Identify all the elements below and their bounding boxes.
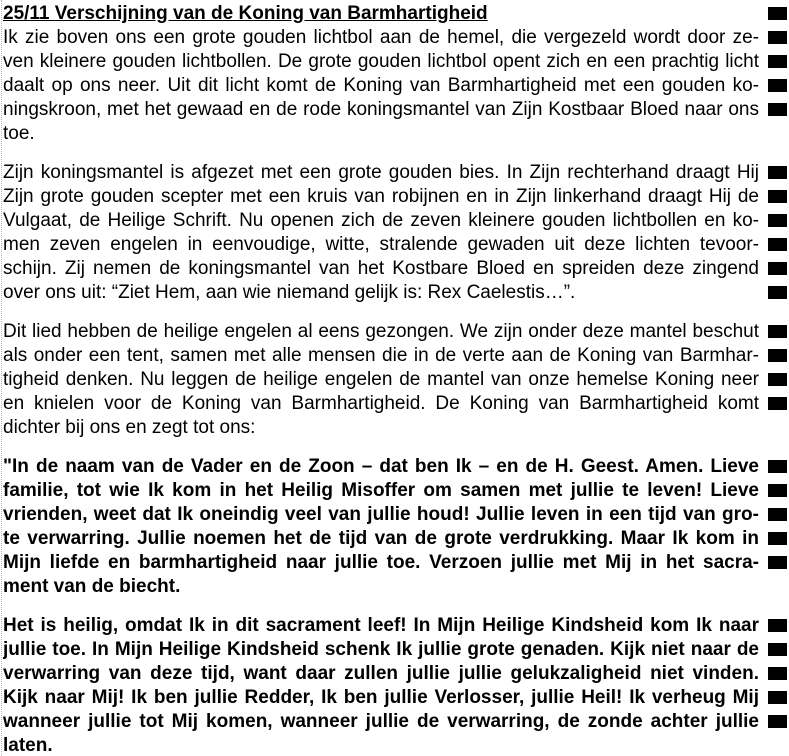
text-line-content: ningskroon, met het gewaad en de rode koningsmantel van Zijn Kostbaar Bloed naar ons	[3, 99, 759, 120]
text-line	[3, 26, 789, 50]
document-title-text: 25/11 Verschijning van de Koning van Barmhartigheid	[3, 3, 488, 24]
text-line	[3, 575, 789, 599]
text-line-content: ven kleinere gouden lichtbollen. De grote gouden lichtbol opent zich en een prachtig licht	[3, 51, 759, 72]
paragraph	[3, 26, 789, 146]
line-end-marker	[768, 166, 787, 179]
text-line	[3, 185, 789, 209]
text-line	[3, 416, 789, 440]
line-end-marker	[768, 349, 787, 362]
paragraph	[3, 455, 789, 599]
line-end-marker	[768, 55, 787, 68]
line-end-marker	[768, 691, 787, 704]
text-line	[3, 686, 789, 710]
document-title	[3, 2, 789, 26]
line-end-marker	[768, 667, 787, 680]
text-line	[3, 734, 789, 756]
text-line	[3, 662, 789, 686]
line-end-marker	[768, 7, 787, 20]
line-end-marker	[768, 262, 787, 275]
text-line-content: dichter bij ons en zegt tot ons:	[3, 417, 256, 438]
line-end-marker	[768, 397, 787, 410]
text-line-content: Vulgaat, de Heilige Schrift. Nu openen zich de zeven kleinere gouden lichtbollen en ko-	[3, 210, 759, 231]
text-line	[3, 503, 789, 527]
text-line	[3, 233, 789, 257]
text-line-content: toe.	[3, 123, 35, 144]
text-line	[3, 479, 789, 503]
line-end-marker	[768, 238, 787, 251]
text-line-content: ment van de biecht.	[3, 576, 181, 597]
text-line	[3, 122, 789, 146]
line-end-marker	[768, 373, 787, 386]
text-line	[3, 257, 789, 281]
line-end-marker	[768, 556, 787, 569]
text-line-content: familie, tot wie Ik kom in het Heilig Misoffer om samen met jullie te leven! Lieve	[3, 480, 759, 501]
text-line-content: tigheid denken. Nu leggen de heilige engelen de mantel van onze hemelse Koning neer	[3, 369, 759, 390]
text-line	[3, 320, 789, 344]
text-line-content: wanneer jullie tot Mij komen, wanneer jullie de verwarring, de zonde achter jullie	[3, 711, 759, 732]
text-line	[3, 98, 789, 122]
line-end-marker	[768, 31, 787, 44]
line-end-marker	[768, 619, 787, 632]
text-line-content: jullie toe. In Mijn Heilige Kindsheid schenk Ik jullie grote genaden. Kijk niet naar de	[3, 639, 759, 660]
text-line-content: daalt op ons neer. Uit dit licht komt de Koning van Barmhartigheid met een gouden ko-	[3, 75, 759, 96]
line-end-marker	[768, 103, 787, 116]
line-end-marker	[768, 79, 787, 92]
paragraph	[3, 320, 789, 440]
line-end-marker	[768, 460, 787, 473]
text-line-content: Zijn koningsmantel is afgezet met een grote gouden bies. In Zijn rechterhand draagt Hij	[3, 162, 759, 183]
text-boundary-line	[1, 0, 2, 756]
text-line-content: over ons uit: “Ziet Hem, aan wie niemand gelijk is: Rex Caelestis…”.	[3, 282, 576, 303]
text-line-content: te verwarring. Jullie noemen het de tijd van de grote verdrukking. Maar Ik kom in	[3, 528, 759, 549]
text-line-content: Dit lied hebben de heilige engelen al eens gezongen. We zijn onder deze mantel beschut	[3, 321, 759, 342]
text-line-content: Ik zie boven ons een grote gouden lichtbol aan de hemel, die vergezeld wordt door ze-	[3, 27, 759, 48]
line-end-marker	[768, 214, 787, 227]
text-line	[3, 455, 789, 479]
text-line	[3, 392, 789, 416]
text-line-content: "In de naam van de Vader en de Zoon – dat ben Ik – en de H. Geest. Amen. Lieve	[3, 456, 759, 477]
text-line-content: en knielen voor de Koning van Barmhartigheid. De Koning van Barmhartigheid komt	[3, 393, 759, 414]
text-line-content: Mijn liefde en barmhartigheid naar jullie toe. Verzoen jullie met Mij in het sacra-	[3, 552, 759, 573]
text-line-content: laten.	[3, 735, 53, 756]
text-line-content: verwarring van deze tijd, want daar zullen jullie jullie gelukzaligheid niet vinden.	[3, 663, 759, 684]
text-line-content: men zeven engelen in eenvoudige, witte, stralende gewaden uit deze lichten tevoor-	[3, 234, 759, 255]
document-body	[3, 26, 789, 756]
text-line	[3, 710, 789, 734]
text-line-content: Het is heilig, omdat Ik in dit sacrament leef! In Mijn Heilige Kindsheid kom Ik naar	[3, 615, 759, 636]
text-line	[3, 344, 789, 368]
text-line	[3, 74, 789, 98]
text-line	[3, 614, 789, 638]
line-end-marker	[768, 532, 787, 545]
text-line	[3, 50, 789, 74]
text-line	[3, 368, 789, 392]
paragraph	[3, 161, 789, 305]
text-line-content: vrienden, weet dat Ik oneindig veel van jullie houd! Jullie leven in een tijd van gro-	[3, 504, 759, 525]
text-line	[3, 638, 789, 662]
text-line-content: als onder een tent, samen met alle mensen die in de verte aan de Koning van Barmhar-	[3, 345, 759, 366]
text-line-content: Zijn grote gouden scepter met een kruis van robijnen en in Zijn linkerhand draagt Hij de	[3, 186, 759, 207]
paragraph	[3, 614, 789, 756]
line-end-marker	[768, 190, 787, 203]
line-end-marker	[768, 715, 787, 728]
line-end-marker	[768, 508, 787, 521]
line-end-marker	[768, 484, 787, 497]
text-line	[3, 281, 789, 305]
text-line	[3, 527, 789, 551]
text-line	[3, 161, 789, 185]
text-line-content: Kijk naar Mij! Ik ben jullie Redder, Ik ben jullie Verlosser, jullie Heil! Ik verheug Mij	[3, 687, 759, 708]
text-line	[3, 551, 789, 575]
line-end-marker	[768, 643, 787, 656]
line-end-marker	[768, 325, 787, 338]
text-line	[3, 209, 789, 233]
line-end-marker	[768, 286, 787, 299]
text-line-content: schijn. Zij nemen de koningsmantel van het Kostbare Bloed en spreiden deze zingend	[3, 258, 759, 279]
